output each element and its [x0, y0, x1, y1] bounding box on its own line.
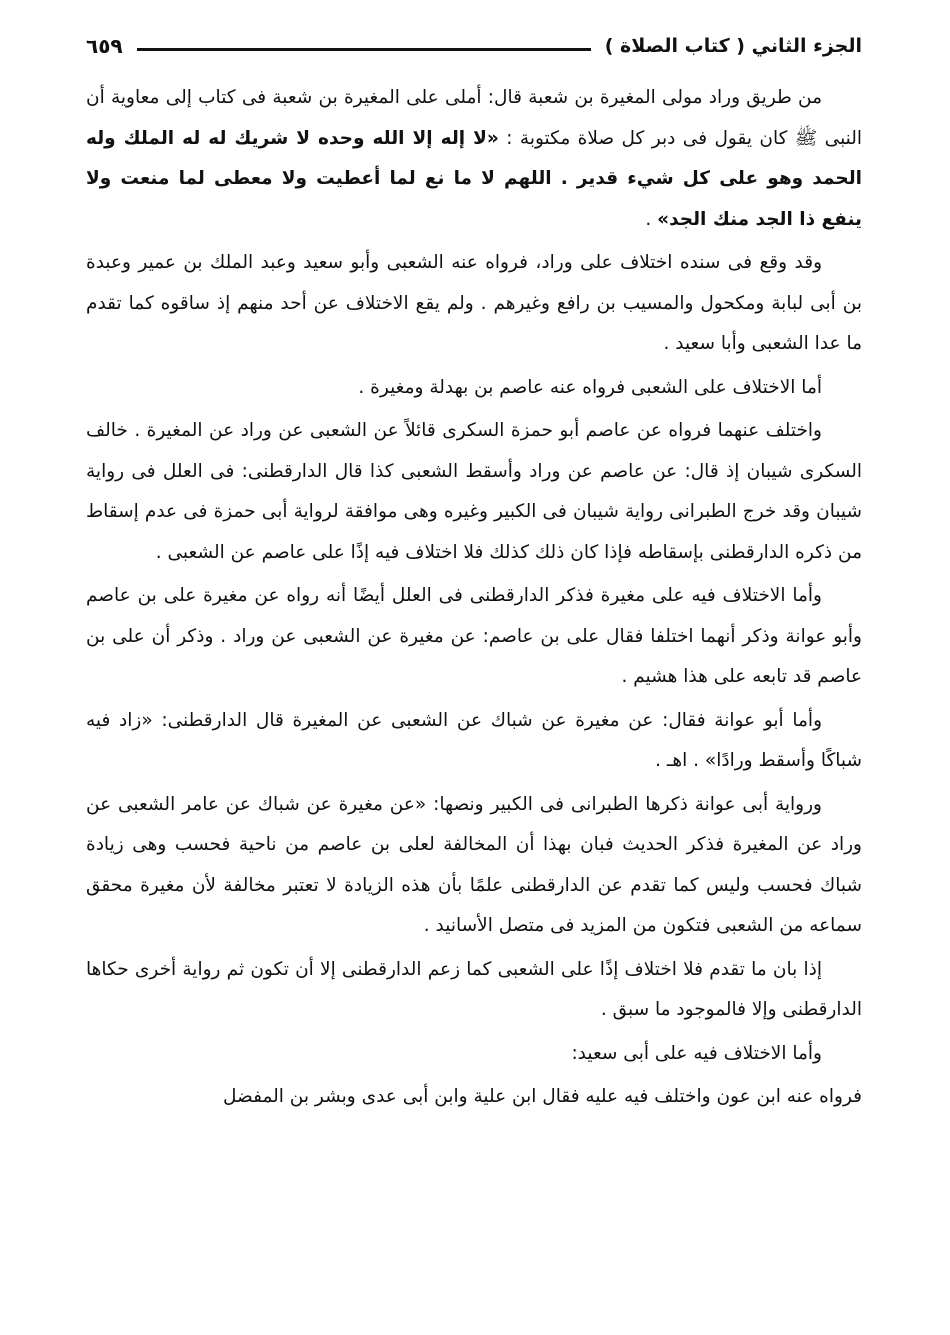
hadith-quote: «لا إله إلا الله وحده لا شريك له له الملك وله الحمد وهو على كل شيء قدير . اللهم لا ما نع لما أعطيت ولا معطى لما منعت ولا ينفع ذا الجد منك الجد»	[86, 127, 862, 230]
paragraph-8: إذا بان ما تقدم فلا اختلاف إذًا على الشعبى كما زعم الدارقطنى إلا أن تكون ثم رواية أخرى حكاها الدارقطنى وإلا فالموجود ما سبق .	[86, 958, 862, 1020]
paragraph-1	[86, 78, 862, 240]
body-text	[86, 78, 862, 1121]
paragraph-9: وأما الاختلاف فيه على أبى سعيد:	[571, 1042, 822, 1064]
paragraph-4: واختلف عنهما فرواه عن عاصم أبو حمزة السكرى قائلاً عن الشعبى عن وراد عن المغيرة . خالف السكرى شيبان إذ قال: عن عاصم عن وراد وأسقط الشعبى كذا قال الدارقطنى: فى العلل فى رواية شيبان وقد خرج الطبرانى رواية شيبان فى الكبير وغيره وهى موافقة لرواية أبى حمزة فى عدم إسقاط من ذكره الدارقطنى بإسقاطه فإذا كان ذلك كذلك فلا اختلاف فيه إذًا على عاصم عن الشعبى .	[86, 420, 862, 563]
header-rule	[137, 48, 591, 51]
paragraph-2: وقد وقع فى سنده اختلاف على وراد، فرواه عنه الشعبى وأبو سعيد وعبد الملك بن عمير وعبدة بن أبى لبابة ومكحول والمسيب بن رافع وغيرهم . ولم يقع الاختلاف عن أحد منهم إذ ساقوه كما تقدم ما عدا الشعبى وأبا سعيد .	[86, 252, 862, 354]
paragraph-5: وأما الاختلاف فيه على مغيرة فذكر الدارقطنى فى العلل أيضًا أنه رواه عن مغيرة على بن عاصم وأبو عوانة وذكر أنهما اختلفا فقال على بن عاصم: عن مغيرة عن الشعبى عن وراد . وذكر أن على بن عاصم قد تابعه على هذا هشيم .	[86, 585, 862, 687]
page-header	[86, 26, 862, 66]
running-title: الجزء الثاني ( كتاب الصلاة )	[604, 35, 862, 57]
paragraph-1-text: من طريق وراد مولى المغيرة بن شعبة قال: أملى على المغيرة بن شعبة فى كتاب إلى معاوية أن النبى ﷺ كان يقول فى دبر كل صلاة مكتوبة :	[86, 87, 863, 149]
paragraph-1-end: .	[645, 208, 658, 230]
paragraph-3: أما الاختلاف على الشعبى فرواه عنه عاصم بن بهدلة ومغيرة .	[358, 376, 822, 398]
paragraph-10: فرواه عنه ابن عون واختلف فيه عليه فقال ابن علية وابن أبى عدى وبشر بن المفضل	[223, 1086, 862, 1107]
page-number: ٦٥٩	[86, 34, 123, 58]
paragraph-6: وأما أبو عوانة فقال: عن مغيرة عن شباك عن الشعبى عن المغيرة قال الدارقطنى: «زاد فيه شباكًا وأسقط ورادًا» . اهـ .	[86, 709, 862, 771]
paragraph-7: ورواية أبى عوانة ذكرها الطبرانى فى الكبير ونصها: «عن مغيرة عن شباك عن عامر الشعبى عن وراد عن المغيرة فذكر الحديث فبان بهذا أن المخالفة لعلى بن عاصم من ناحية فحسب وهى زيادة شباك فحسب وليس كما تقدم عن الدارقطنى علمًا بأن هذه الزيادة لا تعتبر مخالفة لأن مغيرة محقق سماعه من الشعبى فتكون من المزيد فى متصل الأسانيد .	[86, 793, 862, 936]
